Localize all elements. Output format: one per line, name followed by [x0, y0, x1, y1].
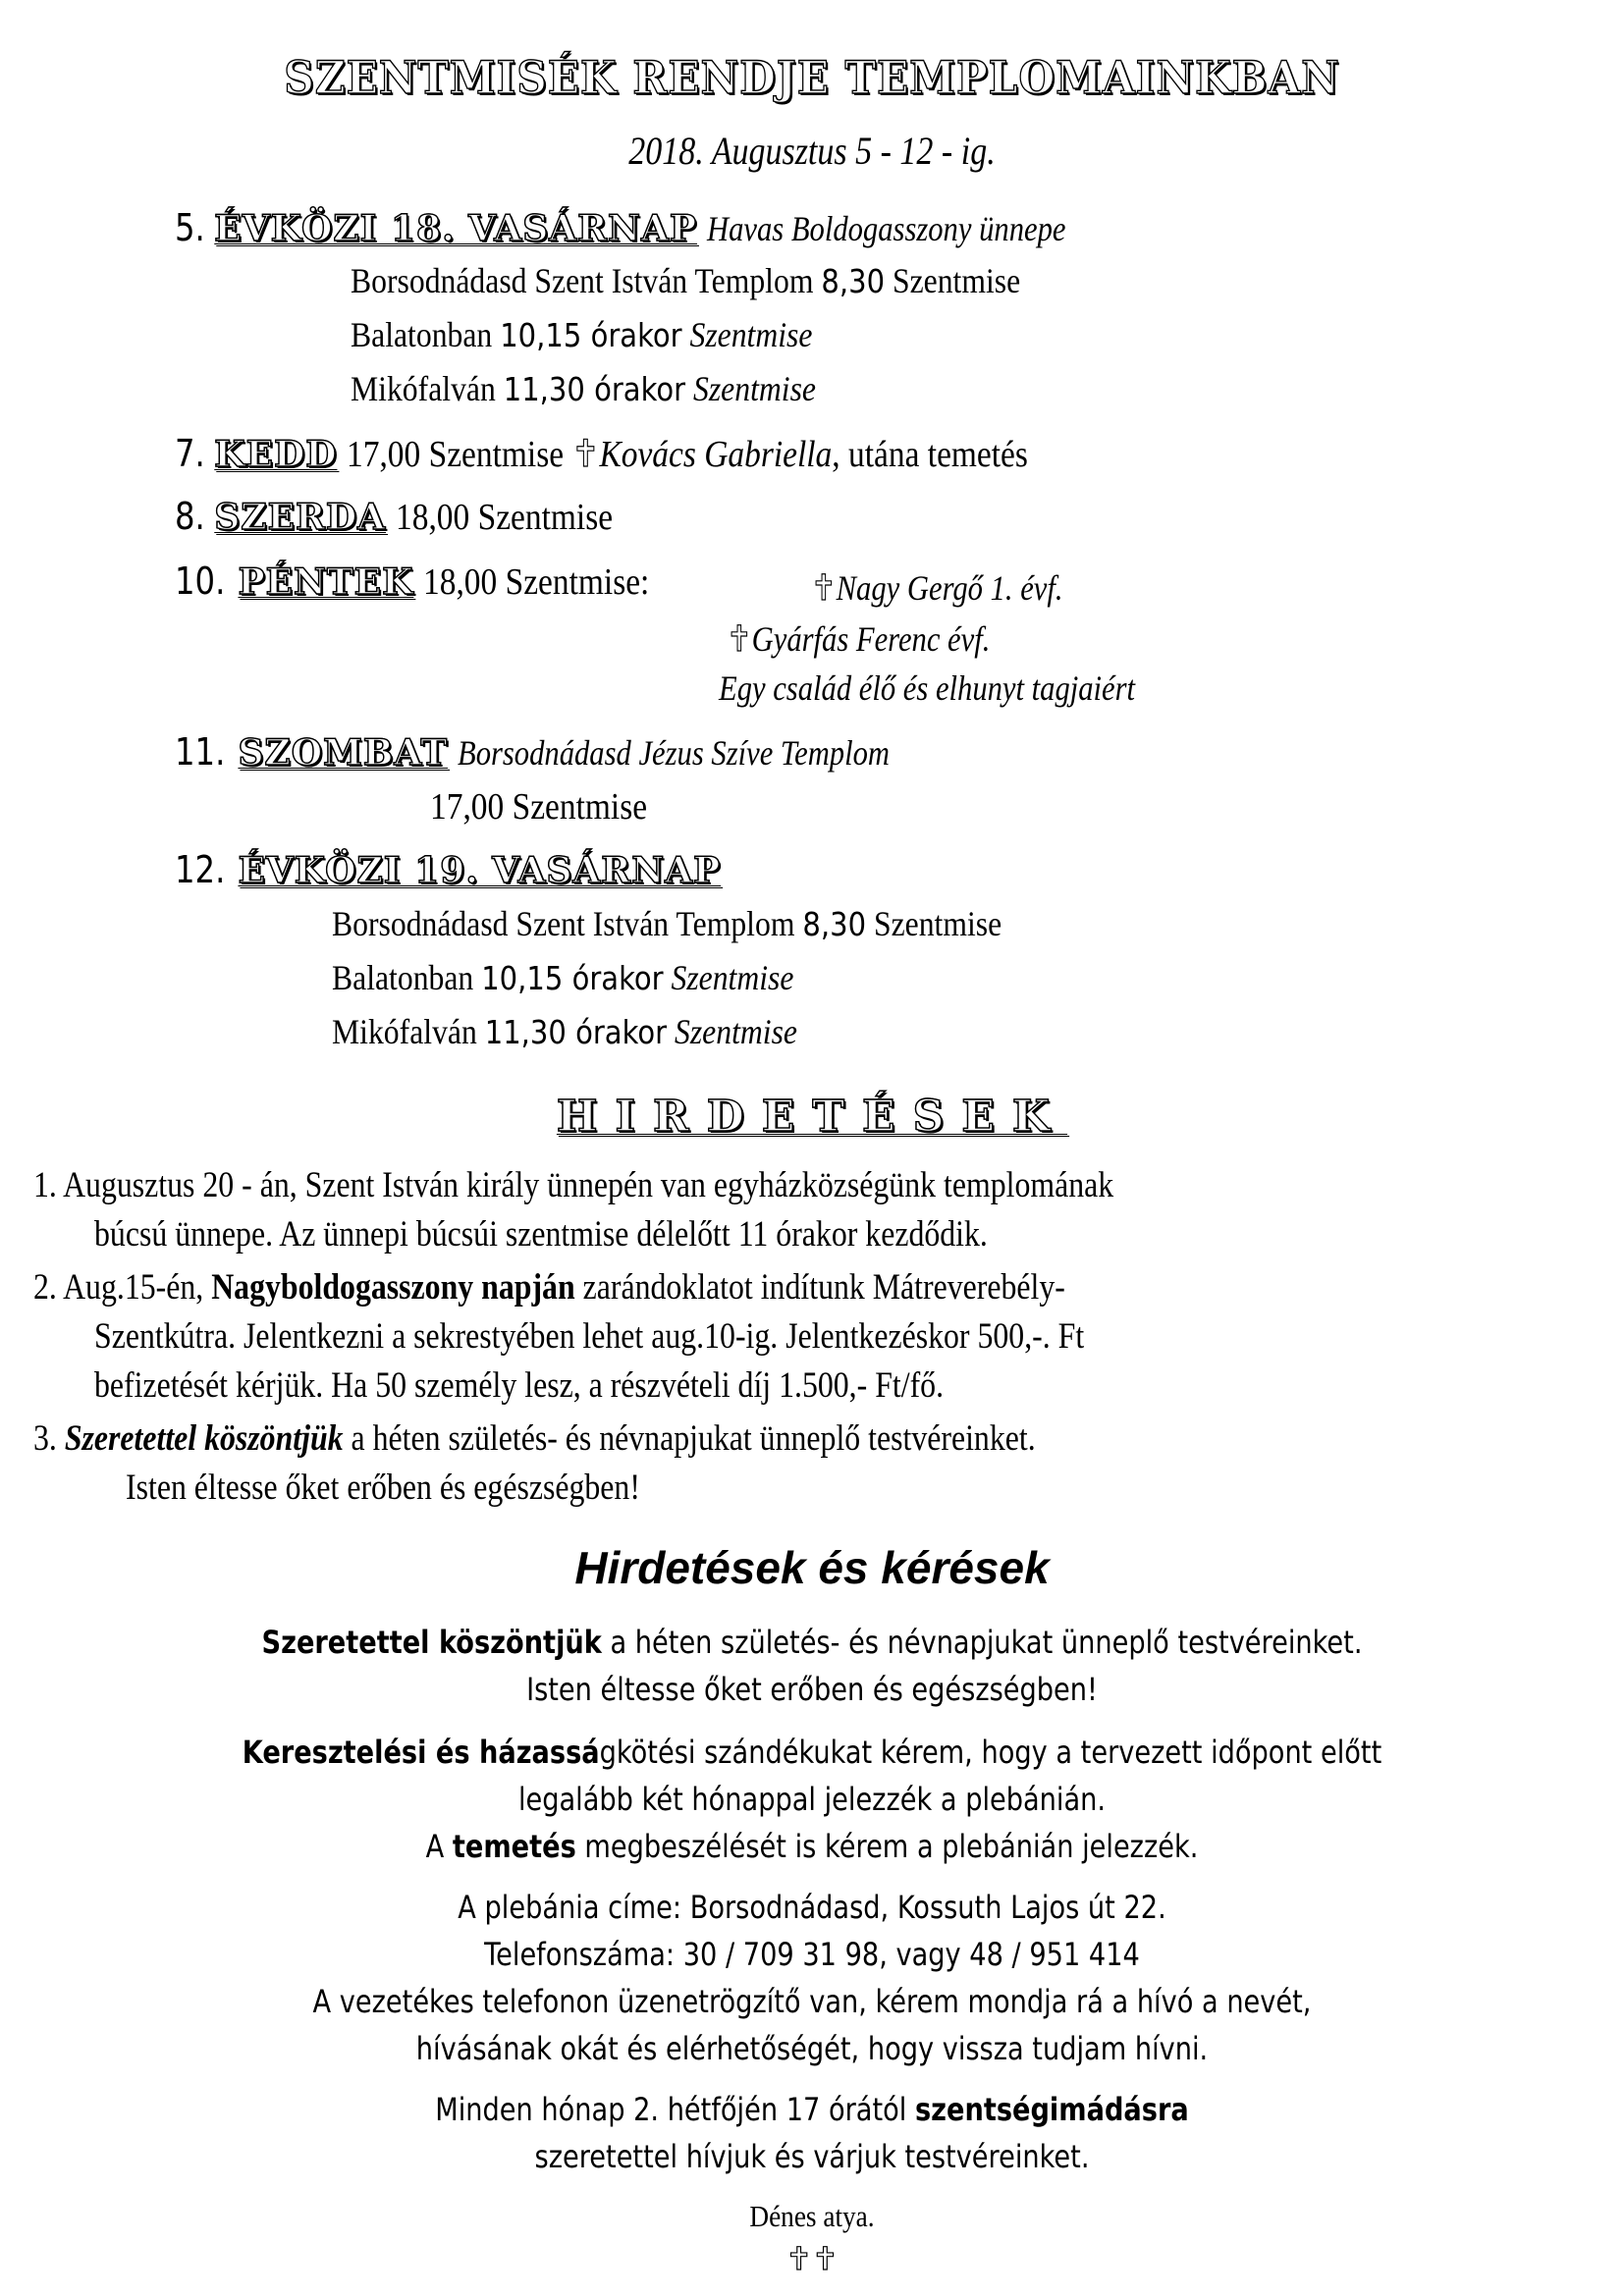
- schedule-day-10: [175, 558, 680, 604]
- greeting-text: a héten születés- és névnapjukat ünneplő testvéreinket.: [601, 1624, 1363, 1661]
- announcement-2-line-1: [33, 1266, 1065, 1308]
- intention-line: Egy család élő és elhunyt tagjaiért: [719, 668, 1136, 708]
- adoration-line-1: [122, 2091, 1502, 2128]
- day-number: 8.: [175, 495, 205, 538]
- greeting-line-1: [122, 1624, 1502, 1661]
- baptism-line-1: [122, 1734, 1502, 1771]
- mass-label: Szentmise: [892, 261, 1021, 300]
- day-name: PÉNTEK: [238, 561, 414, 603]
- mass-time: 10,15 órakor: [481, 959, 664, 997]
- mass-label: Szentmise: [675, 1012, 797, 1051]
- mass-time-text: 18,00 Szentmise:: [423, 561, 650, 603]
- mass-time: 8,30: [821, 262, 886, 300]
- mass-place: Borsodnádasd Szent István Templom: [332, 904, 795, 943]
- mass-place: Mikófalván: [351, 369, 496, 408]
- announcement-2-line-2: Szentkútra. Jelentkezni a sekrestyében lehet aug.10-ig. Jelentkezéskor 500,-. Ft: [94, 1316, 1085, 1357]
- day-name: SZERDA: [214, 497, 387, 538]
- day-number: 10.: [175, 560, 226, 603]
- mass-time: 11,30 órakor: [484, 1013, 668, 1051]
- mass-line: [332, 957, 793, 998]
- schedule-day-8: [175, 493, 642, 539]
- signature-name: Dénes atya.: [749, 2199, 875, 2233]
- announcement-text: 3.: [33, 1418, 65, 1459]
- date-range-subtitle: 2018. Augusztus 5 - 12 - ig.: [628, 129, 996, 173]
- mass-place: Balatonban: [351, 315, 493, 354]
- adoration-line-2: szeretettel hívjuk és várjuk testvéreinket.: [534, 2138, 1090, 2175]
- voicemail-line-2: hívásának okát és elérhetőségét, hogy vissza tudjam hívni.: [415, 2030, 1209, 2067]
- funeral-text: A: [425, 1828, 453, 1865]
- mass-place: Balatonban: [332, 958, 474, 997]
- announcement-text: 2. Aug.15-én,: [33, 1267, 212, 1308]
- mass-time: 11,30 órakor: [503, 370, 686, 408]
- adoration-bold: szentségimádásra: [914, 2091, 1189, 2128]
- schedule-day-5: [175, 204, 1129, 250]
- day-name: ÉVKÖZI 19. VASÁRNAP: [238, 850, 722, 891]
- signature-crosses: [0, 2240, 1624, 2277]
- funeral-line: [122, 1828, 1502, 1865]
- announcements-title: HIRDETÉSEK: [556, 1092, 1068, 1142]
- schedule-day-11: [175, 728, 966, 774]
- announcement-3-line-1: [33, 1417, 1036, 1460]
- intention-name: Gyárfás Ferenc évf.: [751, 619, 991, 659]
- announcement-bold: Szeretettel köszöntjük: [64, 1418, 344, 1459]
- mass-line: [351, 314, 812, 355]
- intention-name: Nagy Gergő 1. évf.: [836, 568, 1063, 608]
- page-title: SZENTMISÉK RENDJE TEMPLOMAINKBAN: [284, 51, 1340, 104]
- mass-place: Mikófalván: [332, 1012, 477, 1051]
- feast-name: Havas Boldogasszony ünnepe: [706, 209, 1066, 248]
- greeting-bold: Szeretettel köszöntjük: [261, 1624, 602, 1661]
- parish-phone: Telefonszáma: 30 / 709 31 98, vagy 48 / 951 414: [484, 1936, 1140, 1973]
- mass-label: Szentmise: [689, 315, 813, 354]
- mass-time-text: 18,00 Szentmise: [396, 497, 614, 538]
- intention-note: , utána temetés: [832, 434, 1029, 475]
- mass-line: [351, 260, 1020, 301]
- cross-icon: ✝: [571, 432, 600, 475]
- cross-icon: ✝✝: [785, 2240, 839, 2277]
- church-name: Borsodnádasd Jézus Szíve Templom: [458, 733, 891, 773]
- cross-icon: ✝: [811, 568, 837, 609]
- announcement-1-line-2: búcsú ünnepe. Az ünnepi búcsúi szentmise délelőtt 11 órakor kezdődik.: [94, 1214, 988, 1255]
- mass-label: Szentmise: [873, 904, 1002, 943]
- mass-time-text: 17,00 Szentmise: [347, 434, 565, 475]
- schedule-day-12: [175, 846, 721, 892]
- day-name: KEDD: [214, 434, 338, 475]
- mass-line: [332, 1011, 797, 1052]
- mass-info: [347, 432, 1028, 476]
- day-number: 5.: [175, 206, 205, 249]
- baptism-bold: Keresztelési és házassá: [242, 1734, 600, 1771]
- announcement-bold: Nagyboldogasszony napján: [211, 1267, 575, 1308]
- baptism-text: gkötési szándékukat kérem, hogy a tervezett időpont előtt: [599, 1734, 1382, 1771]
- intention-line: [811, 567, 1063, 609]
- mass-label: Szentmise: [693, 369, 816, 408]
- schedule-day-7: [175, 430, 1121, 476]
- parish-address: A plebánia címe: Borsodnádasd, Kossuth Lajos út 22.: [458, 1889, 1166, 1926]
- day-number: 12.: [175, 848, 226, 891]
- funeral-bold: temetés: [452, 1828, 576, 1865]
- mass-time: 10,15 órakor: [500, 316, 682, 354]
- adoration-text: Minden hónap 2. hétfőjén 17 órától: [435, 2091, 915, 2128]
- mass-time: 8,30: [802, 905, 867, 943]
- voicemail-line-1: A vezetékes telefonon üzenetrögzítő van, kérem mondja rá a hívó a nevét,: [312, 1983, 1312, 2020]
- requests-title: Hirdetések és kérések: [574, 1542, 1050, 1593]
- mass-line: [332, 903, 1001, 944]
- announcement-text: a héten születés- és névnapjukat ünneplő testvéreinket.: [343, 1418, 1036, 1459]
- day-number: 11.: [175, 730, 226, 774]
- intention-name: Kovács Gabriella: [599, 434, 833, 475]
- baptism-line-2: legalább két hónappal jelezzék a plebánián.: [517, 1781, 1107, 1818]
- day-name: ÉVKÖZI 18. VASÁRNAP: [214, 208, 697, 249]
- intention-line: [727, 618, 990, 660]
- day-name: SZOMBAT: [238, 732, 449, 774]
- greeting-line-2: Isten éltesse őket erőben és egészségben!: [526, 1671, 1098, 1708]
- funeral-text: megbeszélését is kérem a plebánián jelezzék.: [575, 1828, 1199, 1865]
- announcement-1-line-1: 1. Augusztus 20 - án, Szent István király ünnepén van egyházközségünk templomának: [33, 1165, 1114, 1205]
- mass-line: [351, 368, 816, 409]
- mass-time-text: 17,00 Szentmise: [430, 786, 648, 828]
- day-number: 7.: [175, 432, 205, 475]
- mass-label: Szentmise: [671, 958, 794, 997]
- cross-icon: ✝: [727, 619, 752, 660]
- announcement-2-line-3: befizetését kérjük. Ha 50 személy lesz, a részvételi díj 1.500,- Ft/fő.: [94, 1365, 945, 1406]
- announcement-text: zarándoklatot indítunk Mátreverebély-: [574, 1267, 1065, 1308]
- announcement-3-line-2: Isten éltesse őket erőben és egészségben!: [126, 1468, 640, 1508]
- mass-place: Borsodnádasd Szent István Templom: [351, 261, 814, 300]
